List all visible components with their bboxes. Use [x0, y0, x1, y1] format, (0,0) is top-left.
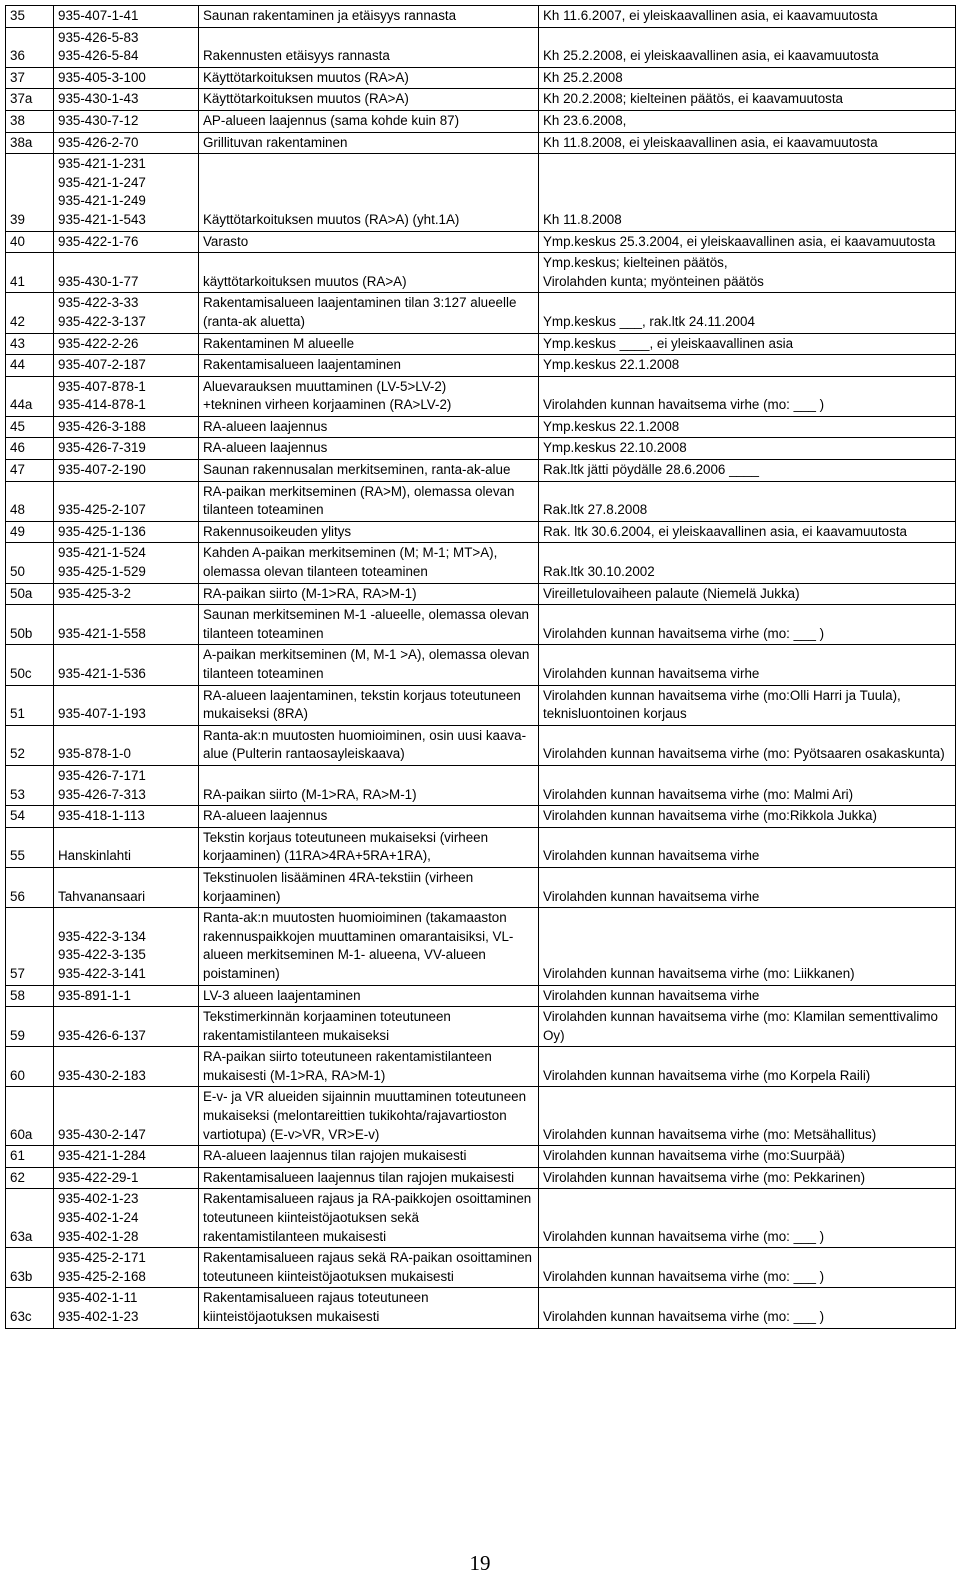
table-row	[6, 231, 956, 253]
table-row	[6, 333, 956, 355]
status-cell: Virolahden kunnan havaitsema virhe (mo: ___ )	[539, 1248, 956, 1288]
description-cell: Rakentamisalueen laajennus tilan rajojen mukaisesti	[199, 1167, 539, 1189]
status-cell: Virolahden kunnan havaitsema virhe (mo: Pyötsaaren osakaskunta)	[539, 725, 956, 765]
row-number-cell: 52	[6, 725, 54, 765]
description-cell: Käyttötarkoituksen muutos (RA>A)	[199, 89, 539, 111]
row-number-cell: 38	[6, 110, 54, 132]
row-number-cell: 49	[6, 521, 54, 543]
status-cell: Virolahden kunnan havaitsema virhe (mo: ___ )	[539, 1189, 956, 1248]
description-cell: RA-paikan siirto (M-1>RA, RA>M-1)	[199, 765, 539, 805]
property-id-cell: 935-422-3-33 935-422-3-137	[54, 293, 199, 333]
status-cell: Kh 25.2.2008	[539, 67, 956, 89]
description-cell: Rakentamisalueen laajentaminen	[199, 355, 539, 377]
description-cell: Rakennusten etäisyys rannasta	[199, 27, 539, 67]
property-id-cell: 935-430-2-183	[54, 1047, 199, 1087]
description-cell: Rakentamisalueen laajentaminen tilan 3:127 alueelle (ranta-ak aluetta)	[199, 293, 539, 333]
row-number-cell: 46	[6, 438, 54, 460]
description-cell: Rakentamisalueen rajaus ja RA-paikkojen osoittaminen toteutuneen kiinteistöjaotuksen sekä rakentamistilanteen mukaisesti	[199, 1189, 539, 1248]
table-row	[6, 438, 956, 460]
description-cell: A-paikan merkitseminen (M, M-1 >A), olemassa olevan tilanteen toteaminen	[199, 645, 539, 685]
status-cell: Virolahden kunnan havaitsema virhe (mo: Klamilan sementtivalimo Oy)	[539, 1007, 956, 1047]
table-row	[6, 605, 956, 645]
table-row	[6, 154, 956, 231]
row-number-cell: 62	[6, 1167, 54, 1189]
row-number-cell: 57	[6, 908, 54, 985]
table-row	[6, 376, 956, 416]
table-row	[6, 1167, 956, 1189]
table-row	[6, 89, 956, 111]
row-number-cell: 44a	[6, 376, 54, 416]
row-number-cell: 48	[6, 481, 54, 521]
description-cell: Rakentaminen M alueelle	[199, 333, 539, 355]
property-id-cell: 935-422-3-134 935-422-3-135 935-422-3-141	[54, 908, 199, 985]
row-number-cell: 56	[6, 867, 54, 907]
table-row	[6, 460, 956, 482]
description-cell: Ranta-ak:n muutosten huomioiminen (takamaaston rakennuspaikkojen muuttaminen omarantaisiksi, VL-alueen merkitseminen M-1- alueena, VV-alueen poistaminen)	[199, 908, 539, 985]
property-id-cell: 935-402-1-11 935-402-1-23	[54, 1288, 199, 1328]
table-row	[6, 827, 956, 867]
table-row	[6, 1288, 956, 1328]
table-row	[6, 645, 956, 685]
status-cell: Rak.ltk 30.10.2002	[539, 543, 956, 583]
property-id-cell: 935-425-2-171 935-425-2-168	[54, 1248, 199, 1288]
row-number-cell: 39	[6, 154, 54, 231]
table-row	[6, 521, 956, 543]
table-row	[6, 253, 956, 293]
property-id-cell: 935-422-2-26	[54, 333, 199, 355]
status-cell: Vireilletulovaiheen palaute (Niemelä Jukka)	[539, 583, 956, 605]
property-id-cell: 935-407-2-187	[54, 355, 199, 377]
property-id-cell: 935-421-1-284	[54, 1146, 199, 1168]
status-cell: Virolahden kunnan havaitsema virhe (mo: Malmi Ari)	[539, 765, 956, 805]
row-number-cell: 40	[6, 231, 54, 253]
description-cell: Rakennusoikeuden ylitys	[199, 521, 539, 543]
property-id-cell: 935-426-7-319	[54, 438, 199, 460]
description-cell: Rakentamisalueen rajaus toteutuneen kiinteistöjaotuksen mukaisesti	[199, 1288, 539, 1328]
status-cell: Rak.ltk 27.8.2008	[539, 481, 956, 521]
row-number-cell: 59	[6, 1007, 54, 1047]
row-number-cell: 42	[6, 293, 54, 333]
description-cell: AP-alueen laajennus (sama kohde kuin 87)	[199, 110, 539, 132]
property-id-cell: 935-421-1-558	[54, 605, 199, 645]
property-id-cell: 935-878-1-0	[54, 725, 199, 765]
property-id-cell: 935-426-7-171 935-426-7-313	[54, 765, 199, 805]
property-id-cell: 935-421-1-524 935-425-1-529	[54, 543, 199, 583]
description-cell: Tekstin korjaus toteutuneen mukaiseksi (virheen korjaaminen) (11RA>4RA+5RA+1RA),	[199, 827, 539, 867]
property-id-cell: 935-422-29-1	[54, 1167, 199, 1189]
table-row	[6, 132, 956, 154]
table-row	[6, 481, 956, 521]
status-cell: Ymp.keskus; kielteinen päätös, Virolahden kunta; myönteinen päätös	[539, 253, 956, 293]
status-cell: Virolahden kunnan havaitsema virhe	[539, 827, 956, 867]
table-row	[6, 6, 956, 28]
property-id-cell: 935-425-2-107	[54, 481, 199, 521]
table-row	[6, 416, 956, 438]
status-cell: Virolahden kunnan havaitsema virhe (mo: Metsähallitus)	[539, 1087, 956, 1146]
row-number-cell: 55	[6, 827, 54, 867]
status-cell: Virolahden kunnan havaitsema virhe	[539, 645, 956, 685]
description-cell: Ranta-ak:n muutosten huomioiminen, osin uusi kaava-alue (Pulterin rantaosayleiskaava)	[199, 725, 539, 765]
description-cell: käyttötarkoituksen muutos (RA>A)	[199, 253, 539, 293]
row-number-cell: 47	[6, 460, 54, 482]
row-number-cell: 54	[6, 806, 54, 828]
status-cell: Kh 23.6.2008,	[539, 110, 956, 132]
row-number-cell: 45	[6, 416, 54, 438]
description-cell: Aluevarauksen muuttaminen (LV-5>LV-2) +tekninen virheen korjaaminen (RA>LV-2)	[199, 376, 539, 416]
description-cell: Saunan merkitseminen M-1 -alueelle, olemassa olevan tilanteen toteaminen	[199, 605, 539, 645]
property-id-cell: 935-407-1-41	[54, 6, 199, 28]
description-cell: RA-alueen laajennus	[199, 806, 539, 828]
table-row	[6, 1047, 956, 1087]
status-cell: Virolahden kunnan havaitsema virhe (mo:Suurpää)	[539, 1146, 956, 1168]
property-id-cell: Tahvanansaari	[54, 867, 199, 907]
table-body	[6, 6, 956, 1329]
row-number-cell: 50b	[6, 605, 54, 645]
table-row	[6, 543, 956, 583]
description-cell: Tekstimerkinnän korjaaminen toteutuneen rakentamistilanteen mukaiseksi	[199, 1007, 539, 1047]
table-row	[6, 765, 956, 805]
property-id-cell: 935-430-2-147	[54, 1087, 199, 1146]
property-id-cell: 935-421-1-536	[54, 645, 199, 685]
status-cell: Virolahden kunnan havaitsema virhe (mo: ___ )	[539, 376, 956, 416]
property-id-cell: Hanskinlahti	[54, 827, 199, 867]
table-row	[6, 1248, 956, 1288]
row-number-cell: 63a	[6, 1189, 54, 1248]
table-row	[6, 1087, 956, 1146]
status-cell: Kh 11.6.2007, ei yleiskaavallinen asia, ei kaavamuutosta	[539, 6, 956, 28]
row-number-cell: 50	[6, 543, 54, 583]
row-number-cell: 44	[6, 355, 54, 377]
table-row	[6, 1146, 956, 1168]
property-id-cell: 935-426-5-83 935-426-5-84	[54, 27, 199, 67]
status-cell: Ymp.keskus ___, rak.ltk 24.11.2004	[539, 293, 956, 333]
description-cell: E-v- ja VR alueiden sijainnin muuttaminen toteutuneen mukaiseksi (melontareittien tukikohta/rajavartioston vartiotupa) (E-v>VR, VR>E-v)	[199, 1087, 539, 1146]
row-number-cell: 37a	[6, 89, 54, 111]
plan-change-table	[5, 5, 956, 1329]
description-cell: Käyttötarkoituksen muutos (RA>A) (yht.1A)	[199, 154, 539, 231]
property-id-cell: 935-430-1-77	[54, 253, 199, 293]
table-row	[6, 725, 956, 765]
row-number-cell: 58	[6, 985, 54, 1007]
row-number-cell: 63c	[6, 1288, 54, 1328]
property-id-cell: 935-891-1-1	[54, 985, 199, 1007]
table-row	[6, 583, 956, 605]
description-cell: Grillituvan rakentaminen	[199, 132, 539, 154]
description-cell: Varasto	[199, 231, 539, 253]
property-id-cell: 935-422-1-76	[54, 231, 199, 253]
status-cell: Kh 25.2.2008, ei yleiskaavallinen asia, ei kaavamuutosta	[539, 27, 956, 67]
table-row	[6, 27, 956, 67]
row-number-cell: 53	[6, 765, 54, 805]
table-row	[6, 867, 956, 907]
description-cell: RA-alueen laajennus tilan rajojen mukaisesti	[199, 1146, 539, 1168]
table-row	[6, 908, 956, 985]
row-number-cell: 63b	[6, 1248, 54, 1288]
row-number-cell: 36	[6, 27, 54, 67]
row-number-cell: 38a	[6, 132, 54, 154]
status-cell: Virolahden kunnan havaitsema virhe (mo: Liikkanen)	[539, 908, 956, 985]
description-cell: Käyttötarkoituksen muutos (RA>A)	[199, 67, 539, 89]
row-number-cell: 60	[6, 1047, 54, 1087]
property-id-cell: 935-402-1-23 935-402-1-24 935-402-1-28	[54, 1189, 199, 1248]
table-row	[6, 293, 956, 333]
description-cell: Rakentamisalueen rajaus sekä RA-paikan osoittaminen toteutuneen kiinteistöjaotuksen mukaisesti	[199, 1248, 539, 1288]
status-cell: Ymp.keskus 22.1.2008	[539, 416, 956, 438]
status-cell: Kh 11.8.2008	[539, 154, 956, 231]
table-row	[6, 1007, 956, 1047]
property-id-cell: 935-425-1-136	[54, 521, 199, 543]
description-cell: Kahden A-paikan merkitseminen (M; M-1; MT>A), olemassa olevan tilanteen toteaminen	[199, 543, 539, 583]
property-id-cell: 935-430-7-12	[54, 110, 199, 132]
status-cell: Ymp.keskus 25.3.2004, ei yleiskaavallinen asia, ei kaavamuutosta	[539, 231, 956, 253]
property-id-cell: 935-407-2-190	[54, 460, 199, 482]
row-number-cell: 60a	[6, 1087, 54, 1146]
status-cell: Rak. ltk 30.6.2004, ei yleiskaavallinen asia, ei kaavamuutosta	[539, 521, 956, 543]
property-id-cell: 935-426-3-188	[54, 416, 199, 438]
description-cell: Saunan rakennusalan merkitseminen, ranta-ak-alue	[199, 460, 539, 482]
table-row	[6, 110, 956, 132]
description-cell: RA-alueen laajentaminen, tekstin korjaus toteutuneen mukaiseksi (8RA)	[199, 685, 539, 725]
row-number-cell: 51	[6, 685, 54, 725]
status-cell: Ymp.keskus ____, ei yleiskaavallinen asia	[539, 333, 956, 355]
row-number-cell: 37	[6, 67, 54, 89]
status-cell: Virolahden kunnan havaitsema virhe (mo: Pekkarinen)	[539, 1167, 956, 1189]
status-cell: Ymp.keskus 22.10.2008	[539, 438, 956, 460]
status-cell: Virolahden kunnan havaitsema virhe (mo: ___ )	[539, 1288, 956, 1328]
status-cell: Virolahden kunnan havaitsema virhe	[539, 867, 956, 907]
property-id-cell: 935-418-1-113	[54, 806, 199, 828]
property-id-cell: 935-430-1-43	[54, 89, 199, 111]
property-id-cell: 935-405-3-100	[54, 67, 199, 89]
row-number-cell: 35	[6, 6, 54, 28]
status-cell: Kh 11.8.2008, ei yleiskaavallinen asia, ei kaavamuutosta	[539, 132, 956, 154]
table-row	[6, 67, 956, 89]
description-cell: RA-paikan siirto (M-1>RA, RA>M-1)	[199, 583, 539, 605]
property-id-cell: 935-425-3-2	[54, 583, 199, 605]
table-row	[6, 1189, 956, 1248]
table-row	[6, 806, 956, 828]
page-number: 19	[469, 1551, 491, 1575]
status-cell: Ymp.keskus 22.1.2008	[539, 355, 956, 377]
row-number-cell: 50c	[6, 645, 54, 685]
row-number-cell: 43	[6, 333, 54, 355]
status-cell: Virolahden kunnan havaitsema virhe	[539, 985, 956, 1007]
status-cell: Virolahden kunnan havaitsema virhe (mo Korpela Raili)	[539, 1047, 956, 1087]
description-cell: LV-3 alueen laajentaminen	[199, 985, 539, 1007]
description-cell: RA-alueen laajennus	[199, 438, 539, 460]
table-row	[6, 685, 956, 725]
status-cell: Kh 20.2.2008; kielteinen päätös, ei kaavamuutosta	[539, 89, 956, 111]
property-id-cell: 935-421-1-231 935-421-1-247 935-421-1-249 935-421-1-543	[54, 154, 199, 231]
row-number-cell: 50a	[6, 583, 54, 605]
status-cell: Virolahden kunnan havaitsema virhe (mo:Olli Harri ja Tuula), teknisluontoinen korjaus	[539, 685, 956, 725]
property-id-cell: 935-426-2-70	[54, 132, 199, 154]
table-row	[6, 985, 956, 1007]
status-cell: Virolahden kunnan havaitsema virhe (mo:Rikkola Jukka)	[539, 806, 956, 828]
table-row	[6, 355, 956, 377]
property-id-cell: 935-407-1-193	[54, 685, 199, 725]
status-cell: Rak.ltk jätti pöydälle 28.6.2006 ____	[539, 460, 956, 482]
description-cell: RA-alueen laajennus	[199, 416, 539, 438]
property-id-cell: 935-426-6-137	[54, 1007, 199, 1047]
row-number-cell: 61	[6, 1146, 54, 1168]
status-cell: Virolahden kunnan havaitsema virhe (mo: ___ )	[539, 605, 956, 645]
property-id-cell: 935-407-878-1 935-414-878-1	[54, 376, 199, 416]
description-cell: Saunan rakentaminen ja etäisyys rannasta	[199, 6, 539, 28]
description-cell: RA-paikan merkitseminen (RA>M), olemassa olevan tilanteen toteaminen	[199, 481, 539, 521]
description-cell: Tekstinuolen lisääminen 4RA-tekstiin (virheen korjaaminen)	[199, 867, 539, 907]
description-cell: RA-paikan siirto toteutuneen rakentamistilanteen mukaisesti (M-1>RA, RA>M-1)	[199, 1047, 539, 1087]
row-number-cell: 41	[6, 253, 54, 293]
